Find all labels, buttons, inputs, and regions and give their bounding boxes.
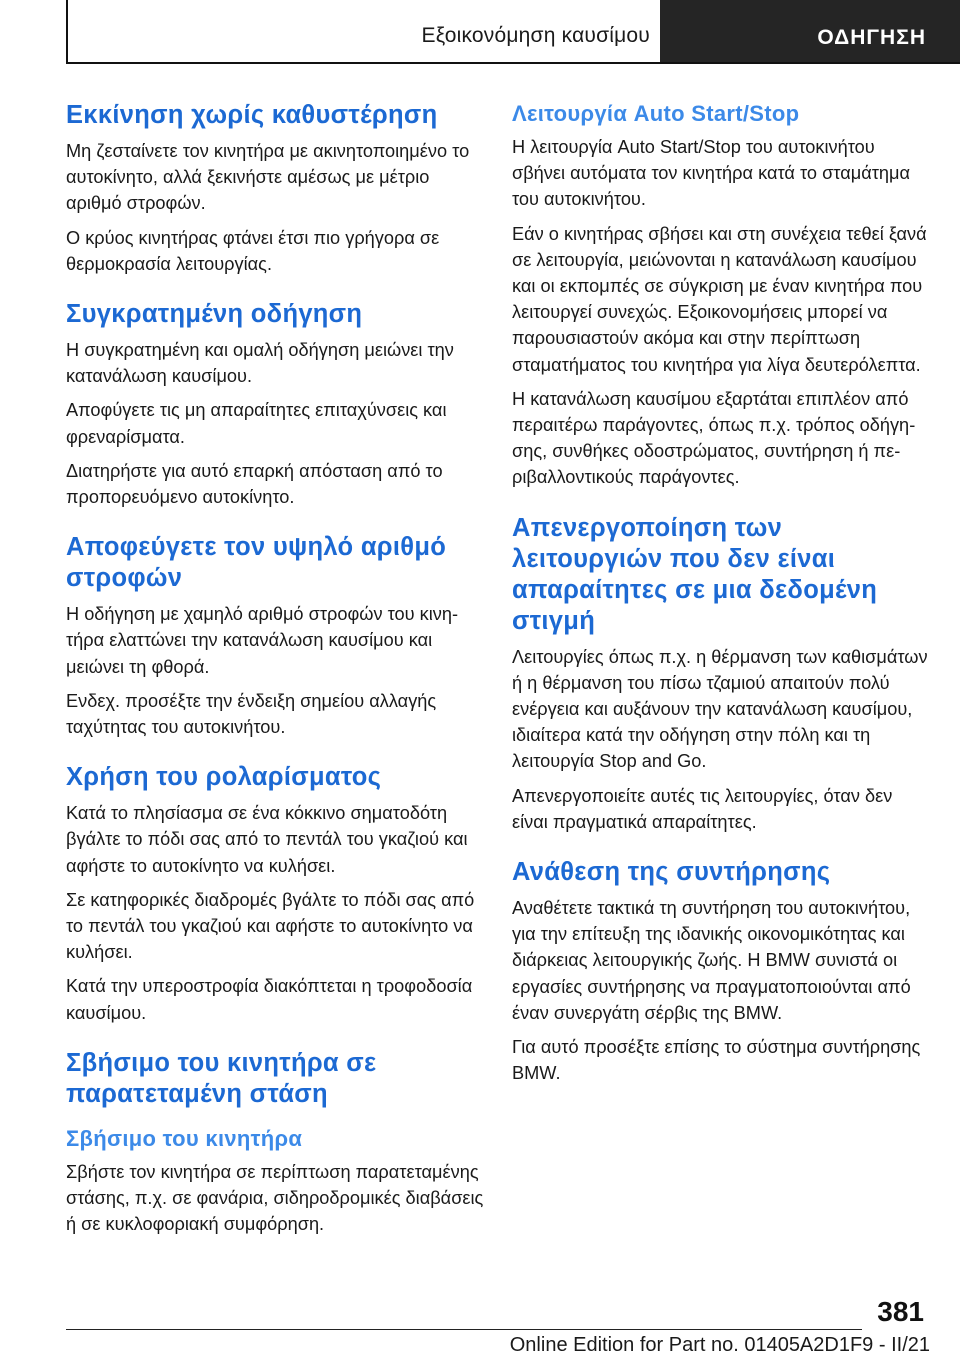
paragraph: Απενεργοποιείτε αυτές τις λειτουργίες, όταν δεν είναι πραγματικά απαραίτητες. xyxy=(512,785,893,832)
heading-coasting: Χρήση του ρολαρίσματος xyxy=(66,763,382,792)
paragraph: Η κατανάλωση καυσίμου εξαρτάται επιπλέον από περαιτέρω παράγοντες, όπως π.χ. τρόπος οδήγησης, συνθήκες οδοστρώματος, συντήρηση ή περιβαλλοντικούς παράγοντες. xyxy=(512,388,916,488)
header-left-rule xyxy=(66,0,68,64)
right-column xyxy=(512,100,932,1094)
paragraph: Σε κατηφορικές διαδρομές βγάλτε το πόδι σας από το πεντάλ του γκαζιού και αφήστε το αυτοκίνητο να κυλήσει. xyxy=(66,889,475,963)
section-title: Εξοικονόμηση καυσίμου xyxy=(421,24,650,47)
paragraph: Σβήστε τον κινητήρα σε περίπτωση παρατεταμένης στάσης, π.χ. σε φανάρια, σιδηροδρομικές διαβάσεις ή σε κυκλοφοριακή συμφόρηση. xyxy=(66,1161,484,1235)
paragraph: Η λειτουργία Auto Start/Stop του αυτοκινήτου σβήνει αυτόματα τον κινητήρα κατά το σταμάτημα του αυτοκινήτου. xyxy=(512,137,911,210)
heading-start-without-delay: Εκκίνηση χωρίς καθυστέρηση xyxy=(66,101,438,129)
subheading-auto-start-stop: Λειτουργία Auto Start/Stop xyxy=(512,101,800,126)
header-rule xyxy=(66,62,960,64)
subheading-engine-off: Σβήσιμο του κινητήρα xyxy=(66,1125,303,1151)
paragraph: Για αυτό προσέξτε επίσης το σύστημα συντήρησης BMW. xyxy=(512,1037,921,1084)
paragraph: Μη ζεσταίνετε τον κινητήρα με ακινητοποιημένο το αυτοκίνητο, αλλά ξεκινήστε αμέσως με μέτριο αριθμό στροφών. xyxy=(66,141,470,214)
heading-moderate-driving: Συγκρατημένη οδήγηση xyxy=(66,300,363,329)
paragraph: Ο κρύος κινητήρας φτάνει έτσι πιο γρήγορα σε θερμοκρασία λειτουργίας. xyxy=(66,227,440,274)
page-number: 381 xyxy=(877,1296,924,1327)
paragraph: Αποφύγετε τις μη απαραίτητες επιταχύνσεις και φρεναρίσματα. xyxy=(66,400,447,447)
paragraph: Κατά το πλησίασμα σε ένα κόκκινο σηματοδότη βγάλτε το πόδι σας από το πεντάλ του γκαζιού και αφήστε το αυτοκίνητο να κυλήσει. xyxy=(66,803,468,876)
paragraph: Διατηρήστε για αυτό επαρκή απόσταση από το προπορευόμενο αυτοκίνητο. xyxy=(66,460,443,508)
heading-maintenance: Ανάθεση της συντήρησης xyxy=(512,858,831,887)
paragraph: Αναθέτετε τακτικά τη συντήρηση του αυτοκινήτου, για την επίτευξη της ιδανικής οικονομικότητας και διάρκειας λειτουργικής ζωής. Η BMW συνιστά οι εργασίες συντήρησης να πραγματοποιούνται από έναν συνεργάτη σέρβις της BMW. xyxy=(512,898,911,1023)
heading-disable-functions: Απενεργοποίηση των λειτουργιών που δεν είναι απαραίτητες σε μια δεδομένη στιγμή xyxy=(512,513,878,635)
paragraph: Εάν ο κινητήρας σβήσει και στη συνέχεια τεθεί ξανά σε λειτουργία, μειώνονται η κατανάλωση καυσίμου και οι εκπομπές σε σύγκριση με έναν κινητήρα που λειτουργεί συνεχώς. Εξοικονομήσεις μπορεί να παρουσιαστούν ακόμα και στην περίπτωση σταματήματος του κινητήρα για λίγα δευτερόλεπτα. xyxy=(512,223,927,375)
paragraph: Ενδεχ. προσέξτε την ένδειξη σημείου αλλαγής ταχύτητας του αυτοκινήτου. xyxy=(66,690,437,738)
heading-engine-off-long-stops: Σβήσιμο του κινητήρα σε παρατεταμένη στάση xyxy=(66,1048,377,1108)
paragraph: Λειτουργίες όπως π.χ. η θέρμανση των καθισμάτων ή η θέρμανση του πίσω τζαμιού απαιτούν πολύ ενέργεια και αυξάνουν την κατανάλωση καυσίμου, ιδιαίτερα κατά την οδήγηση στην πόλη και τη λειτουργία Stop and Go. xyxy=(512,646,928,772)
heading-avoid-high-rpm: Αποφεύγετε τον υψηλό αριθμό στροφών xyxy=(66,533,447,593)
paragraph: Η συγκρατημένη και ομαλή οδήγηση μειώνει την κατανάλωση καυσίμου. xyxy=(66,340,454,387)
left-column xyxy=(66,100,486,1245)
chapter-tab[interactable]: ΟΔΗΓΗΣΗ xyxy=(660,0,960,62)
footer-rule xyxy=(66,1329,862,1330)
paragraph: Η οδήγηση με χαμηλό αριθμό στροφών του κινητήρα ελαττώνει την κατανάλωση καυσίμου και μειώνει τη φθορά. xyxy=(66,604,459,677)
edition-note: Online Edition for Part no. 01405A2D1F9 - II/21 xyxy=(509,1334,930,1356)
paragraph: Κατά την υπεροστροφία διακόπτεται η τροφοδοσία καυσίμου. xyxy=(66,976,473,1023)
